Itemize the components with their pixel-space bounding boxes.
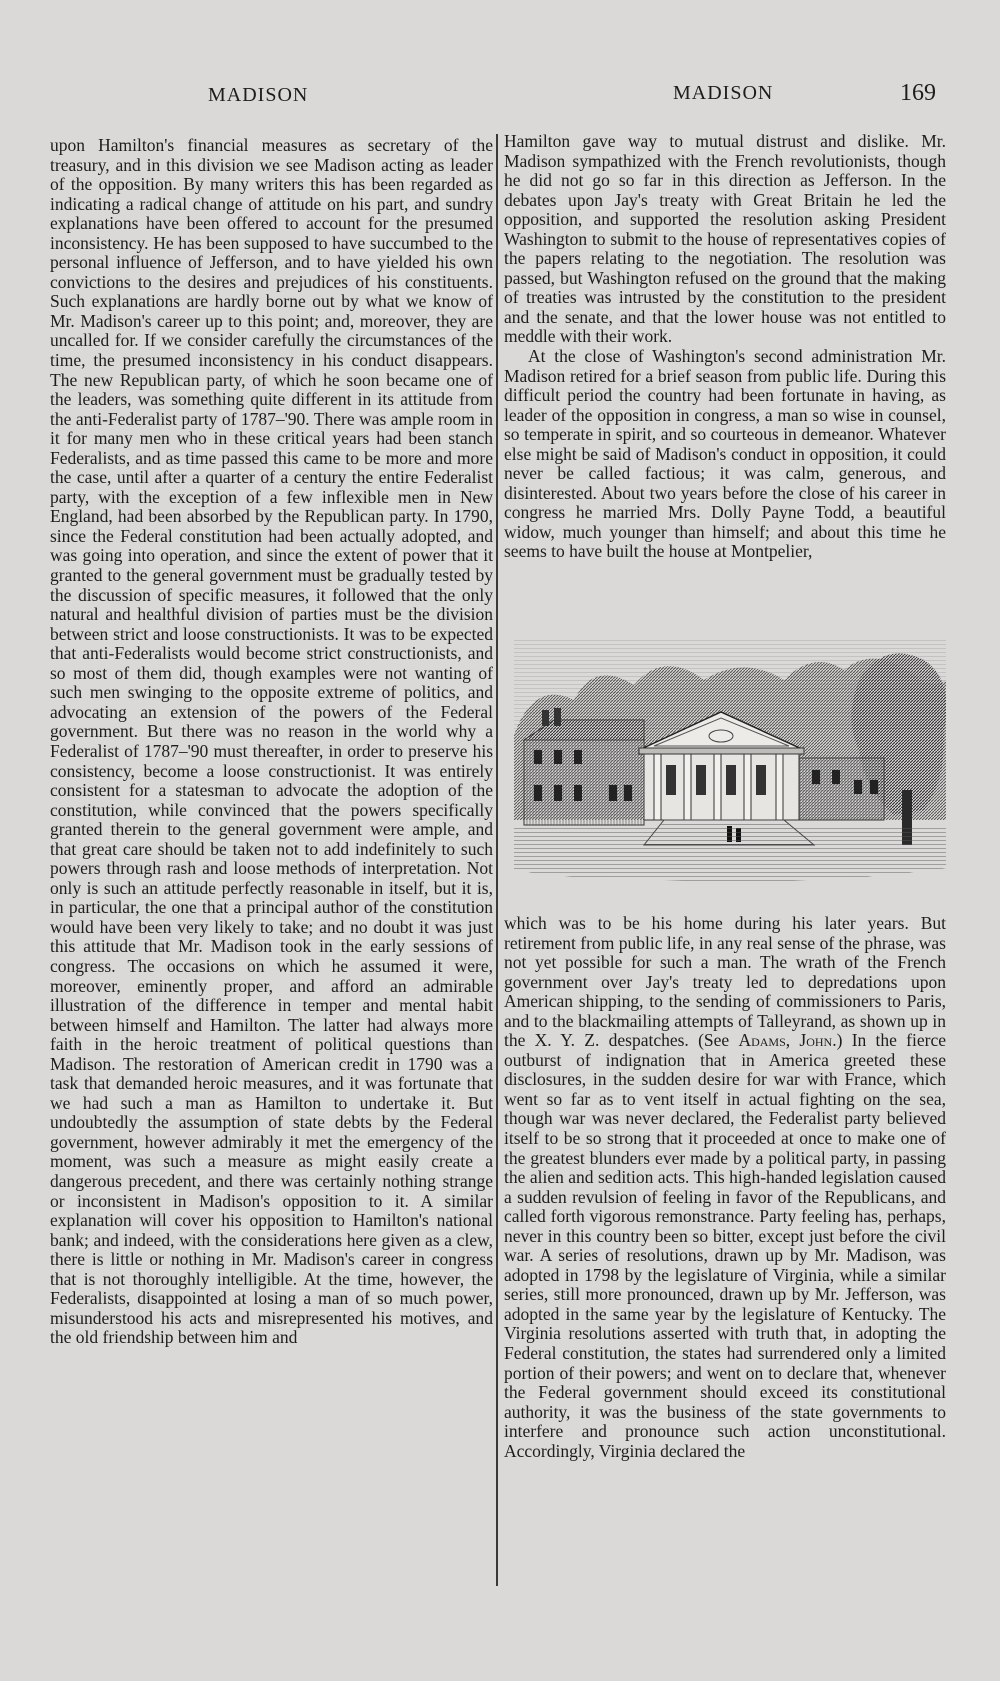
page-number: 169 <box>900 80 936 106</box>
running-head-right: MADISON <box>673 82 774 104</box>
right-column-paragraph-1: Hamilton gave way to mutual distrust and dislike. Mr. Madison sympathized with the French revolutionists, though he did not go so far in this direction as Jefferson. In the debates upon Jay's treaty with Great Britain he led the opposition, and supported the resolution asking President Washington to submit to the house of representatives copies of the papers relating to the negotiation. The resolution was passed, but Washington refused on the ground that the making of treaties was intrusted by the constitution to the president and the senate, and that the lower house was not entitled to meddle with their work. <box>504 131 946 347</box>
cross-reference-link[interactable]: Adams, John <box>738 1030 833 1051</box>
column-divider <box>496 134 498 1586</box>
right-column-top <box>504 132 946 562</box>
left-column-paragraph: upon Hamilton's financial measures as secretary of the treasury, and in this division we see Madison acting as leader of the opposition. By many writers this has been regarded as indicating a radical change of attitude on his part, and sundry explanations have been offered to account for the presumed inconsistency. He has been supposed to have succumbed to the personal influence of Jefferson, and to have yielded his own convictions to the desires and prejudices of his constituents. Such explanations are hardly borne out by what we know of Mr. Madison's career up to this point; and, moreover, they are uncalled for. If we consider carefully the circumstances of the time, the presumed inconsistency in his conduct disappears. The new Republican party, of which he soon became one of the leaders, was something quite different in its attitude from the anti-Federalist party of 1787–'90. There was ample room in it for many men who in these critical years had been stanch Federalists, and as time passed this came to be more and more the case, until after a quarter of a century the entire Federalist party, with the exception of a few inflexible men in New England, had been absorbed by the Republican party. In 1790, since the Federal constitution had been actually adopted, and was going into operation, and since the extent of power that it granted to the general government must be gradually tested by the discussion of specific measures, it followed that the only natural and healthful division of parties must be the division between strict and loose constructionists. It was to be expected that anti-Federalists would become strict constructionists, and so most of them did, though examples were not wanting of such men swinging to the opposite extreme of politics, and advocating an extension of the powers of the Federal government. But there was no reason in the world why a Federalist of 1787–'90 must thereafter, in order to preserve his consistency, become a loose constructionist. It was entirely consistent for a statesman to advocate the adoption of the constitution, while convinced that the powers specifically granted therein to the general government were ample, and that great care should be taken not to add indefinitely to such powers through rash and loose methods of interpretation. Not only is such an attitude perfectly reasonable in itself, but it is, in particular, the one that a principal author of the constitution would have been very likely to take; and no doubt it was just this attitude that Mr. Madison took in the early sessions of congress. The occasions on which he assumed it were, moreover, eminently proper, and afford an admirable illustration of the difference in temper and mental habit between himself and Hamilton. The latter had always more faith in the heroic treatment of political questions than Madison. The restoration of American credit in 1790 was a task that demanded heroic measures, and it was fortunate that we had such a man as Hamilton to undertake it. But undoubtedly the assumption of state debts by the Federal government, however admirably it met the emergency of the moment, was such a measure as might easily create a dangerous precedent, and there was certainly nothing strange or inconsistent in Madison's opposition to it. A similar explanation will cover his opposition to Hamilton's national bank; and indeed, with the considerations here given as a clew, there is little or nothing in Mr. Madison's career in congress that is not thoroughly intelligible. At the time, however, the Federalists, disappointed at losing a man of so much power, misunderstood his acts and misrepresented his motives, and the old friendship between him and <box>50 135 493 1348</box>
right-column-paragraph-3 <box>504 914 946 1461</box>
paragraph-3-text-after-reference: .) In the fierce outburst of indignation that in America greeted these disclosures, in the sudden desire for war with France, which went so far as to vent itself in actual fighting on the sea, though war was never declared, the Federalist party believed itself to be so strong that it proceeded at once to make one of the greatest blunders ever made by a political party, in passing the alien and sedition acts. This high-handed legislation caused a sudden revulsion of feeling in favor of the Republicans, and called forth vigorous remonstrance. Party feeling has, perhaps, never in this country been so bitter, except just before the civil war. A series of resolutions, drawn up by Mr. Madison, was adopted in 1798 by the legislature of Virginia, while a similar series, still more pronounced, drawn up by Mr. Jefferson, was adopted in the same year by the legislature of Kentucky. The Virginia resolutions asserted with truth that, in adopting the Federal constitution, the states had surrendered only a limited portion of their powers; and went on to declare that, whenever the Federal government should exceed its constitutional authority, it was the business of the state governments to interfere and pronounce such action unconstitutional. Accordingly, Virginia declared the <box>504 1030 946 1461</box>
paragraph-3-text-before-reference: which was to be his home during his later years. But retirement from public life, in any real sense of the phrase, was not yet possible for such a man. The wrath of the French government over Jay's treaty led to depredations upon American shipping, to the sending of commissioners to Paris, and to the blackmailing attempts of Talleyrand, as shown up in the X. Y. Z. despatches. (See <box>504 913 946 1051</box>
montpelier-engraving <box>514 640 946 902</box>
running-head-left: MADISON <box>208 84 309 106</box>
right-column-paragraph-2: At the close of Washington's second administration Mr. Madison retired for a brief season from public life. During this difficult period the country had been fortunate in having, as leader of the opposition in congress, a man so wise in counsel, so temperate in spirit, and so courteous in demeanor. Whatever else might be said of Madison's conduct in opposition, it could never be called factious; it was calm, generous, and disinterested. About two years before the close of his career in congress he married Mrs. Dolly Payne Todd, a beautiful widow, much younger than himself; and about this time he seems to have built the house at Montpelier, <box>504 346 946 562</box>
left-column <box>50 136 493 1348</box>
montpelier-house-illustration <box>514 640 946 902</box>
right-column-bottom <box>504 914 946 1461</box>
